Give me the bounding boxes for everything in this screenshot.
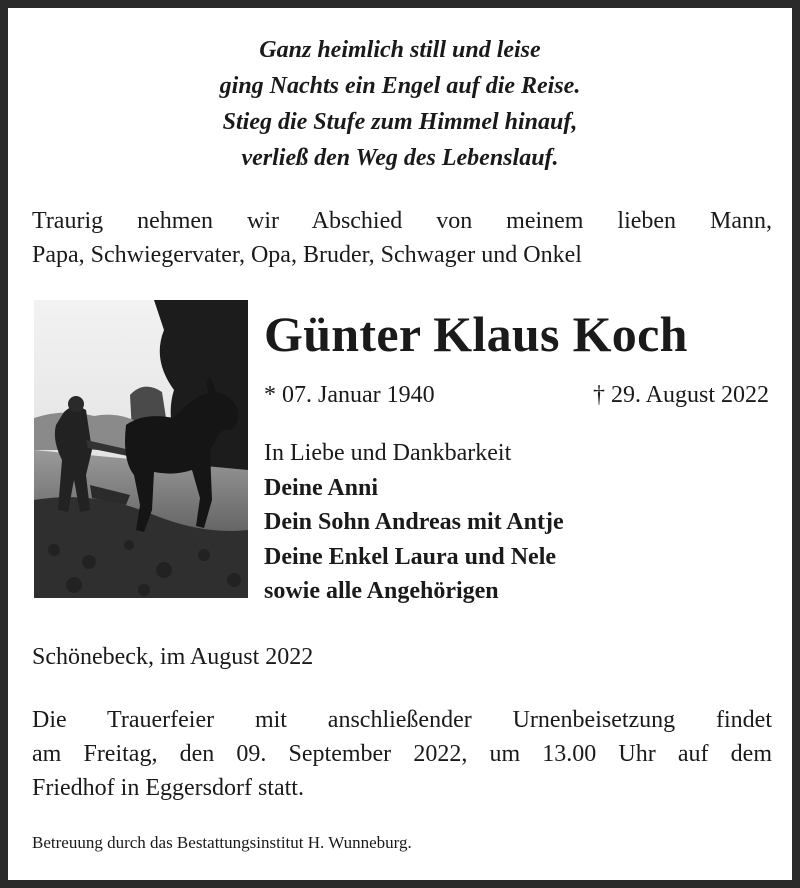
undertaker-note: Betreuung durch das Bestattungsinstitut H. Wunneburg.: [32, 833, 412, 852]
intro-line: Traurig nehmen wir Abschied von meinem lieben Mann,: [32, 208, 772, 234]
mourner-line: Deine Enkel Laura und Nele: [264, 543, 557, 570]
mourner-line: Dein Sohn Andreas mit Antje: [264, 509, 564, 535]
farewell-intro: [32, 204, 772, 272]
mourners-intro: In Liebe und Dankbarkeit: [264, 440, 512, 466]
funeral-service-info: [32, 703, 772, 805]
place-and-date: Schönebeck, im August 2022: [32, 644, 314, 670]
service-line: Friedhof in Eggersdorf statt.: [32, 775, 304, 801]
mourner-line: Deine Anni: [264, 474, 379, 501]
poem-line: verließ den Weg des Lebenslauf.: [241, 145, 559, 171]
poem-line: Stieg die Stufe zum Himmel hinauf,: [222, 109, 578, 135]
mourners-list: [264, 436, 764, 609]
service-line: am Freitag, den 09. September 2022, um 13.00 Uhr auf dem: [32, 741, 772, 767]
service-line: Die Trauerfeier mit anschließender Urnenbeisetzung findet: [32, 707, 772, 733]
death-date: † 29. August 2022: [592, 382, 769, 408]
memorial-photo: [34, 300, 248, 598]
birth-date: * 07. Januar 1940: [264, 382, 435, 408]
mourner-line: sowie alle Angehörigen: [264, 578, 499, 604]
deceased-name: Günter Klaus Koch: [264, 306, 688, 362]
intro-line: Papa, Schwiegervater, Opa, Bruder, Schwager und Onkel: [32, 242, 582, 268]
memorial-poem: [8, 32, 792, 176]
poem-line: Ganz heimlich still und leise: [259, 37, 541, 63]
farmer-plowing-with-horse-image: [34, 300, 248, 598]
poem-line: ging Nachts ein Engel auf die Reise.: [219, 73, 581, 99]
life-dates: [264, 378, 769, 412]
